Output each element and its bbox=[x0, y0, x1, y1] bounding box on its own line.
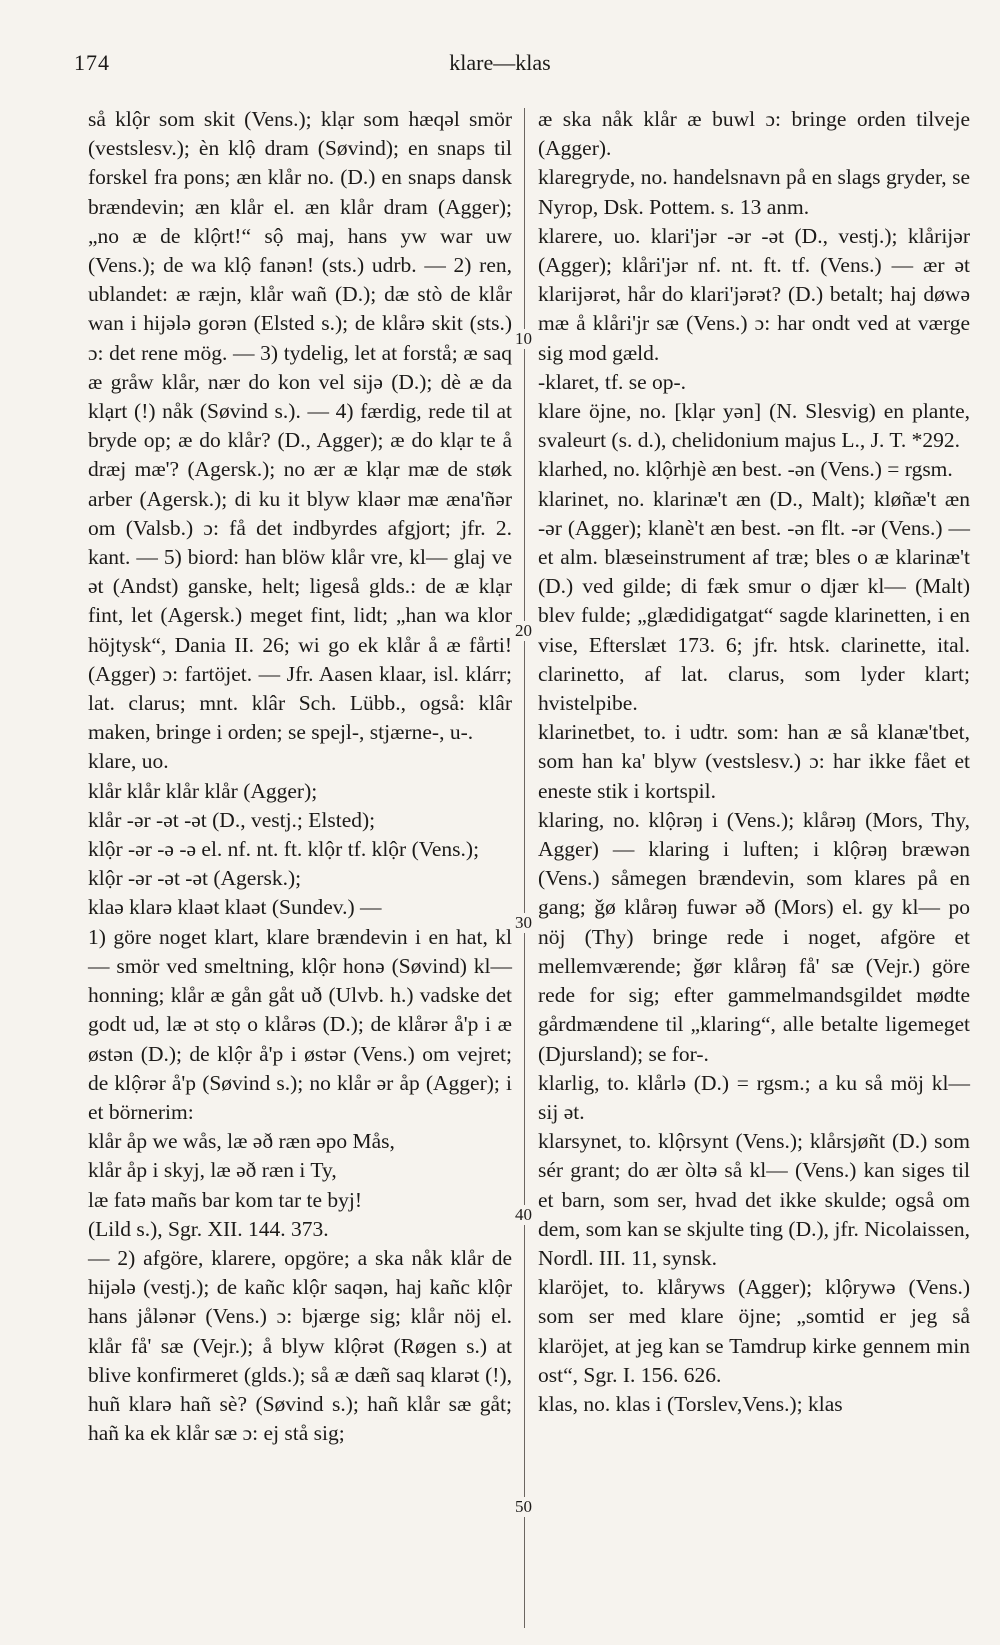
line-number-30: 30 bbox=[515, 913, 532, 932]
right-column-text: æ ska nåk klår æ buwl ɔ: bringe orden tilveje (Agger). klaregryde, no. handelsnavn på en slags gryder, se Nyrop, Dsk. Pottem. s. 13 anm. klarere, uo. klari'jər -ər -ət (D., vestj.); klårijər (Agger); klåri'jər nf. nt. ft. tf. (Vens.) — ær ət klarijərət, hår do klari'jərət? (D.) betalt; haj døwə mæ å klåri'jr sæ (Vens.) ɔ: har ondt ved at værge sig mod gæld. -klaret, tf. se op-. klare öjne, no. [klạr yən] (N. Slesvig) en plante, svaleurt (s. d.), chelidonium majus L., J. T. *292. klarhed, no. klộrhjè æn best. -ən (Vens.) = rgsm. klarinet, no. klarinæ't æn (D., Malt); kløñæ't æn -ər (Agger); klanè't æn best. -ən flt. -ər (Vens.) — et alm. blæseinstrument af træ; bles o æ klarinæ't (D.) ved gilde; di fæk smur o djær kl— (Malt) blev fulde; „glædidigatgat“ sagde klarinetten, i en vise, Efterslæt 173. 6; jfr. htsk. clarinette, ital. clarinetto, af lat. clarus, som lyder klart; hvistelpibe. klarinetbet, to. i udtr. som: han æ så klanæ'tbet, som han ka' blyw (vestslesv.) ɔ: har ikke fået et eneste stik i kortspil. klaring, no. klộrəŋ i (Vens.); klårəŋ (Mors, Thy, Agger) — klaring i luften; i klộrəŋ bræwən (Vens.) såmegen brændevin, som klares på en gang; ǧø klårəŋ fuwər əð (Mors) el. gy kl— po nöj (Thy) bringe rede i noget, afgöre et mellemværende; ǧør klårəŋ få' sæ (Vejr.) göre rede for sig; efter gammelmandsgildet mødte gårdmændene til „klaring“, alle betalte ligemeget (Djursland); se for-. klarlig, to. klårlə (D.) = rgsm.; a ku så möj kl— sij ət. klarsynet, to. klộrsynt (Vens.); klårsjøñt (D.) som sér grant; do ær òltə så kl— (Vens.) kan siges til et barn, som ser, hvad det ikke skulde; også om dem, som kan se skjulte ting (D.), jfr. Nicolaissen, Nordl. III. 11, synsk. klaröjet, to. klåryws (Agger); klộrywə (Vens.) som ser med klare öjne; „somtid er jeg så klaröjet, at jeg kan se Tamdrup kirke gennem min ost“, Sgr. I. 156. 626. klas, no. klas i (Torslev,Vens.); klas bbox=[538, 107, 970, 1416]
running-head: klare—klas bbox=[449, 50, 551, 75]
line-number-10: 10 bbox=[515, 329, 532, 348]
line-number-50: 50 bbox=[515, 1497, 532, 1516]
left-column-text: så klộr som skit (Vens.); klạr som hæqəl smör (vestslesv.); èn klộ dram (Søvind); en snaps til forskel fra pons; æn klår no. (D.) en snaps dansk brændevin; æn klår el. æn klår dram (Agger); „no æ de klộrt!“ sộ maj, hans yw war uw (Vens.); de wa klộ fanən! (sts.) udrb. — 2) ren, ublandet: æ ræjn, klår wañ (D.); dæ stò de klår wan i hijələ gorən (Elsted s.); de klårə skit (sts.) ɔ: det rene mög. — 3) tydelig, let at forstå; æ saq æ gråw klår, nær do kon vel sijə (D.); dè æ da klạrt (!) nåk (Søvind s.). — 4) færdig, rede til at bryde op; æ do klår? (D., Agger); æ do klạr te å dræj mæ'? (Agersk.); no ær æ klạr mæ de støk arber (Agersk.); di ku it blyw klaər mæ æna'ñər om (Valsb.) ɔ: få det indbyrdes afgjort; jfr. 2. kant. — 5) biord: han blöw klår vre, kl— glaj ve ət (Andst) ganske, helt; ligeså glds.: de æ klạr fint, let (Agersk.) meget fint, lidt; „han wa klor höjtysk“, Dania II. 26; wi go ek klår å æ fårti! (Agger) ɔ: fartöjet. — Jfr. Aasen klaar, isl. klárr; lat. clarus; mnt. klâr Sch. Lübb., også: klâr maken, bringe i orden; se spejl-, stjærne-, u-. klare, uo. klår klår klår klår (Agger); klår -ər -ət -ət (D., vestj.; Elsted); klộr -ər -ə -ə el. nf. nt. ft. klộr tf. klộr (Vens.); klộr -ər -ət -ət (Agersk.); klaə klarə klaət klaət (Sundev.) — 1) göre noget klart, klare brændevin i en hat, kl— smör ved smeltning, klộr honə (Søvind) kl— honning; klår æ gån gåt uð (Ulvb. h.) vadske det godt ud, læ ət stọ o klårəs (D.); de klårər å'p i æ østən (D.); de klộr å'p i østər (Vens.) om vejret; de klộrər å'p (Søvind s.); no klår ər åp (Agger); i et börnerim: klår åp we wås, læ əð ræn əpo Mås, klår åp i skyj, læ əð ræn i Ty, læ fatə mañs bar kom tar te byj! (Lild s.), Sgr. XII. 144. 373. — 2) afgöre, klarere, opgöre; a ska nåk klår de hijələ (vestj.); de kañc klộr saqən, haj kañc klộr hans jålənər (Vens.) ɔ: bjærge sig; klår nöj el. klår få' sæ (Vejr.); å blyw klộrət (Røgen s.) at blive konfirmeret (glds.); så æ dæñ saq klarət (!), huñ klarə hañ sè? (Søvind s.); hañ klår sæ gåt; hañ ka ek klår sæ ɔ: ej stå sig; bbox=[88, 107, 512, 1446]
left-column bbox=[88, 105, 512, 1448]
line-number-20: 20 bbox=[515, 621, 532, 640]
page-number: 174 bbox=[74, 50, 110, 75]
right-column bbox=[538, 105, 970, 1419]
line-number-40: 40 bbox=[515, 1205, 532, 1224]
